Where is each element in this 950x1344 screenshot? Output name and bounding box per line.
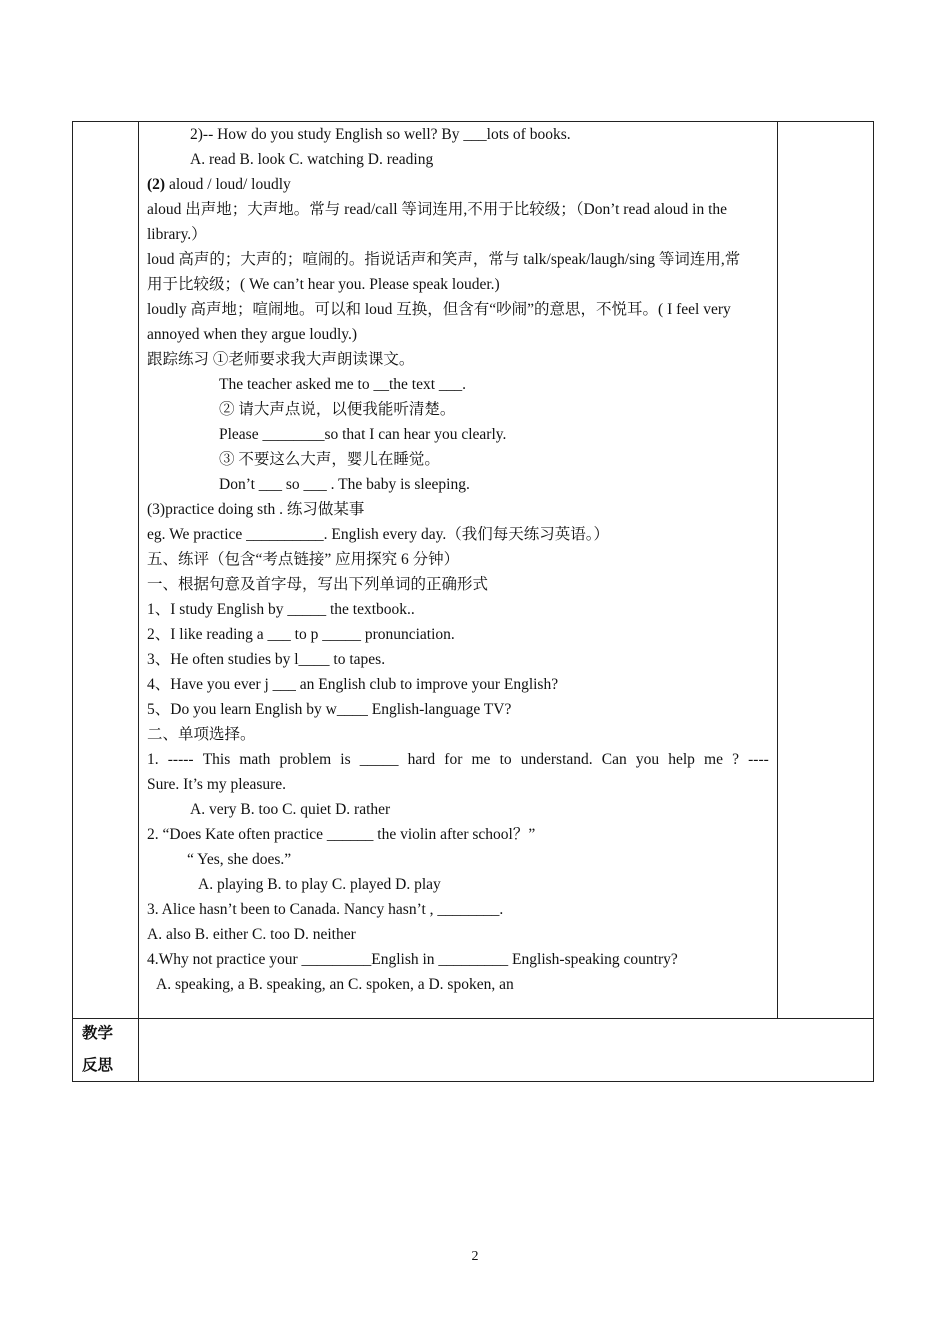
text-line: loud 高声的；大声的；喧闹的。指说话声和笑声，常与 talk/speak/laugh/sing 等词连用,常 (147, 251, 741, 268)
word: math (239, 751, 271, 768)
text-line: 五、练评（包含“考点链接” 应用探究 6 分钟） (147, 551, 460, 568)
word: ? (732, 751, 739, 768)
word: for (444, 751, 463, 768)
word: me (704, 751, 723, 768)
text-line: 一、根据句意及首字母，写出下列单词的正确形式 (147, 576, 489, 593)
text-line: A. very B. too C. quiet D. rather (190, 801, 391, 818)
text-line: 4、Have you ever j ___ an English club to improve your English? (147, 676, 559, 693)
page-number: 2 (471, 1249, 479, 1264)
word: me (471, 751, 491, 768)
word: Can (601, 751, 627, 768)
section-title: aloud / loud/ loudly (165, 176, 291, 193)
word: you (635, 751, 660, 768)
text-line: A. playing B. to play C. played D. play (198, 876, 441, 893)
text-line: ② 请大声点说，以便我能听清楚。 (219, 401, 456, 418)
text-line: 二、单项选择。 (147, 726, 256, 743)
table-row-divider (72, 1018, 874, 1019)
text-line: aloud 出声地；大声地。常与 read/call 等词连用,不用于比较级；（Don’t read aloud in the (147, 201, 728, 218)
word: to (499, 751, 512, 768)
text-line: The teacher asked me to __the text ___. (219, 376, 467, 393)
word: problem (279, 751, 332, 768)
word: This (202, 751, 231, 768)
text-line: Sure. It’s my pleasure. (147, 776, 287, 793)
word: _____ (359, 751, 399, 768)
table-left-border (72, 121, 73, 1082)
table-col-divider-2 (777, 121, 778, 1019)
text-line: 2. “Does Kate often practice ______ the violin after school？” (147, 826, 536, 843)
word: ---- (748, 751, 769, 768)
text-line: 用于比较级；( We can’t hear you. Please speak louder.) (147, 276, 500, 293)
text-line: eg. We practice __________. English every day.（我们每天练习英语。） (147, 526, 609, 543)
text-line: Please ________so that I can hear you clearly. (219, 426, 507, 443)
text-line: 3. Alice hasn’t been to Canada. Nancy hasn’t , ________. (147, 901, 504, 918)
text-line: A. also B. either C. too D. neither (147, 926, 356, 943)
word: 1. (147, 751, 159, 768)
table-col-divider-1 (138, 121, 139, 1082)
text-line: Don’t ___ so ___ . The baby is sleeping. (219, 476, 470, 493)
table-right-border (873, 121, 874, 1082)
section-number: (2) (147, 176, 166, 193)
word: understand. (520, 751, 593, 768)
text-line: (3)practice doing sth . 练习做某事 (147, 501, 365, 518)
text-line: loudly 高声地；喧闹地。可以和 loud 互换，但含有“吵闹”的意思，不悦耳。( I feel very (147, 301, 731, 318)
text-line: 2)-- How do you study English so well? By ___lots of books. (190, 126, 571, 143)
reflection-label-line-2: 反思 (82, 1055, 114, 1074)
reflection-label-line-1: 教学 (82, 1023, 114, 1042)
text-line: 1、I study English by _____ the textbook.. (147, 601, 415, 618)
word: is (340, 751, 351, 768)
word: hard (407, 751, 436, 768)
word: help (668, 751, 695, 768)
text-line: 4.Why not practice your _________English in _________ English-speaking country? (147, 951, 678, 968)
text-line: ③ 不要这么大声，婴儿在睡觉。 (219, 451, 440, 468)
section-heading (147, 175, 291, 195)
text-line: 5、Do you learn English by w____ English-language TV? (147, 701, 512, 718)
text-line: 2、I like reading a ___ to p _____ pronunciation. (147, 626, 455, 643)
text-line: 3、He often studies by l____ to tapes. (147, 651, 386, 668)
word: ----- (167, 751, 194, 768)
text-line: “ Yes, she does.” (187, 851, 292, 868)
text-line: A. speaking, a B. speaking, an C. spoken, a D. spoken, an (156, 976, 514, 993)
text-line: library.） (147, 226, 207, 243)
question-1-line (147, 750, 769, 770)
table-top-border (72, 121, 874, 122)
table-bottom-border (72, 1081, 874, 1082)
text-line: annoyed when they argue loudly.) (147, 326, 358, 343)
text-line: 跟踪练习 ①老师要求我大声朗读课文。 (147, 351, 415, 368)
text-line: A. read B. look C. watching D. reading (190, 151, 434, 168)
